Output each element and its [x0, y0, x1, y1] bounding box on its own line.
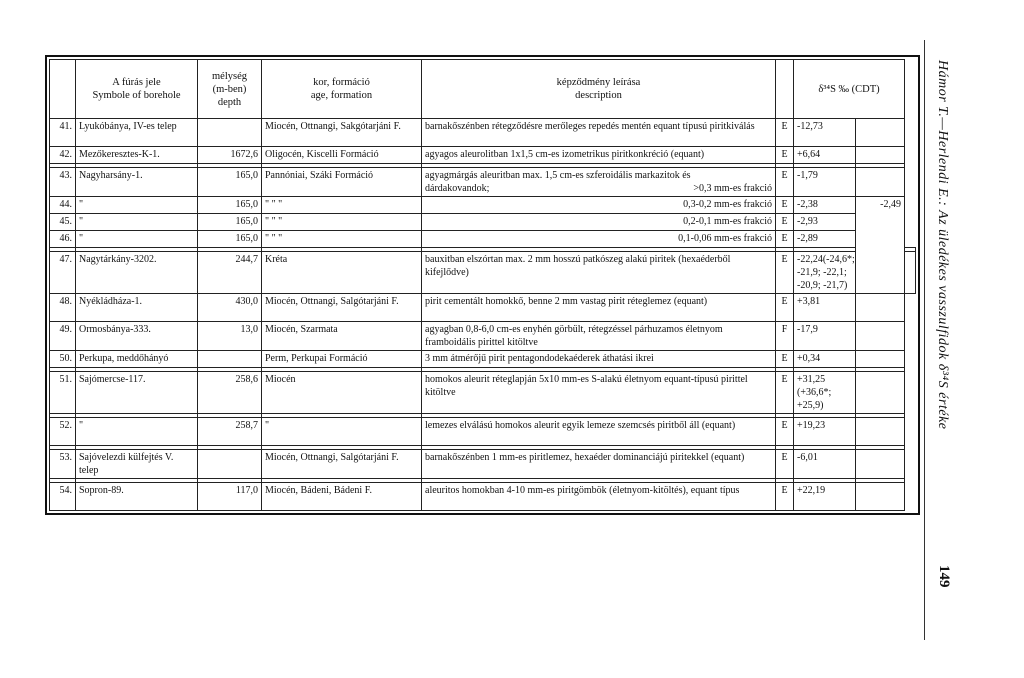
age-formation: Miocén, Ottnangi, Salgótarjáni F.	[262, 450, 422, 479]
sample-type: E	[776, 351, 794, 368]
delta-s-value: -12,73	[794, 119, 856, 147]
row-number: 41.	[50, 119, 76, 147]
table-row	[50, 147, 916, 164]
avg-blank	[856, 147, 905, 164]
row-number: 53.	[50, 450, 76, 479]
description: aleuritos homokban 4-10 mm-es piritgömbök (életnyom-kitöltés), equant típus	[422, 483, 776, 511]
borehole-name: Mezőkeresztes-K-1.	[76, 147, 198, 164]
table-row	[50, 322, 916, 351]
header-delta: δ³⁴S ‰ (CDT)	[794, 60, 905, 119]
header-depth: mélység (m-ben) depth	[198, 60, 262, 119]
header-type	[776, 60, 794, 119]
delta-s-value: +6,64	[794, 147, 856, 164]
delta-s-value: -1,79	[794, 168, 856, 197]
sample-type: F	[776, 322, 794, 351]
sample-type: E	[776, 231, 794, 248]
age-formation: Miocén	[262, 372, 422, 414]
age-formation: " " "	[262, 231, 422, 248]
page-number: 149	[936, 565, 952, 588]
borehole-name: "	[76, 197, 198, 214]
borehole-name: Nagyharsány-1.	[76, 168, 198, 197]
avg-blank	[856, 483, 905, 511]
depth-value: 1672,6	[198, 147, 262, 164]
page-margin-rule	[924, 40, 925, 640]
age-formation: " " "	[262, 214, 422, 231]
age-formation: Pannóniai, Száki Formáció	[262, 168, 422, 197]
header-name: A fúrás jele Symbole of borehole	[76, 60, 198, 119]
avg-blank	[856, 168, 905, 197]
delta-s-value: +22,19	[794, 483, 856, 511]
depth-value: 258,6	[198, 372, 262, 414]
sample-type: E	[776, 372, 794, 414]
sample-type: E	[776, 147, 794, 164]
age-formation: Kréta	[262, 252, 422, 294]
table-row	[50, 418, 916, 446]
delta-s-value: -2,89	[794, 231, 856, 248]
delta-s-value: +19,23	[794, 418, 856, 446]
avg-blank	[856, 418, 905, 446]
delta-s-value: -17,9	[794, 322, 856, 351]
borehole-name: Perkupa, meddőhányó	[76, 351, 198, 368]
row-number: 43.	[50, 168, 76, 197]
age-formation: Miocén, Szarmata	[262, 322, 422, 351]
sample-type: E	[776, 450, 794, 479]
borehole-name: Ormosbánya-333.	[76, 322, 198, 351]
delta-s-value: +31,25 (+36,6*; +25,9)	[794, 372, 856, 414]
borehole-name: "	[76, 418, 198, 446]
table-row	[50, 372, 916, 414]
description-line2-left: dárdakovandok;	[425, 183, 490, 194]
table-row	[50, 294, 916, 322]
delta-s-value: -6,01	[794, 450, 856, 479]
row-number: 50.	[50, 351, 76, 368]
row-number: 54.	[50, 483, 76, 511]
borehole-name: "	[76, 214, 198, 231]
description	[422, 168, 776, 197]
sample-type: E	[776, 294, 794, 322]
data-table-frame	[45, 55, 920, 515]
depth-value	[198, 119, 262, 147]
age-formation: "	[262, 418, 422, 446]
row-number: 42.	[50, 147, 76, 164]
depth-value: 165,0	[198, 168, 262, 197]
avg-blank	[856, 294, 905, 322]
depth-value: 430,0	[198, 294, 262, 322]
table-row	[50, 450, 916, 479]
description: 0,2-0,1 mm-es frakció	[422, 214, 776, 231]
delta-s-value: -2,93	[794, 214, 856, 231]
row-number: 52.	[50, 418, 76, 446]
running-title-text: Hámor T.—Herlendi E.: Az üledékes vasszulfidok δ³⁴S értéke	[935, 60, 950, 430]
group-average: -2,49	[856, 197, 905, 294]
header-age: kor, formáció age, formation	[262, 60, 422, 119]
description-line2-right: >0,3 mm-es frakció	[693, 183, 772, 194]
avg-blank	[856, 450, 905, 479]
depth-value	[198, 450, 262, 479]
avg-blank	[905, 252, 916, 294]
table-row	[50, 351, 916, 368]
borehole-name: Sajóvelezdi külfejtés V. telep	[76, 450, 198, 479]
description-line2	[425, 182, 772, 195]
age-formation: Miocén, Ottnangi, Sakgótarjáni F.	[262, 119, 422, 147]
age-formation: Miocén, Bádeni, Bádeni F.	[262, 483, 422, 511]
borehole-name: Nagytárkány-3202.	[76, 252, 198, 294]
depth-value	[198, 351, 262, 368]
row-number: 45.	[50, 214, 76, 231]
row-number: 46.	[50, 231, 76, 248]
avg-blank	[856, 119, 905, 147]
table-row	[50, 252, 916, 294]
sample-type: E	[776, 252, 794, 294]
table-row	[50, 483, 916, 511]
depth-value: 165,0	[198, 214, 262, 231]
row-number: 48.	[50, 294, 76, 322]
delta-s-value: -2,38	[794, 197, 856, 214]
description: 0,3-0,2 mm-es frakció	[422, 197, 776, 214]
depth-value: 258,7	[198, 418, 262, 446]
sample-type: E	[776, 483, 794, 511]
header-num	[50, 60, 76, 119]
depth-value: 13,0	[198, 322, 262, 351]
description: homokos aleurit réteglapján 5x10 mm-es S-alakú életnyom equant-típusú pirittel kitöltve	[422, 372, 776, 414]
description: 3 mm átmérőjű pirit pentagondodekaéderek áthatási ikrei	[422, 351, 776, 368]
sample-type: E	[776, 418, 794, 446]
delta-s-value: +0,34	[794, 351, 856, 368]
borehole-name: Sopron-89.	[76, 483, 198, 511]
borehole-name: Nyékládháza-1.	[76, 294, 198, 322]
sample-type: E	[776, 168, 794, 197]
table-row	[50, 231, 916, 248]
row-number: 49.	[50, 322, 76, 351]
borehole-name: Sajómercse-117.	[76, 372, 198, 414]
age-formation: Perm, Perkupai Formáció	[262, 351, 422, 368]
sulfur-isotope-table	[49, 59, 916, 511]
sample-type: E	[776, 119, 794, 147]
description: 0,1-0,06 mm-es frakció	[422, 231, 776, 248]
depth-value: 117,0	[198, 483, 262, 511]
description-line1: agyagmárgás aleuritban max. 1,5 cm-es szferoidális markazitok és	[425, 170, 691, 181]
row-number: 44.	[50, 197, 76, 214]
depth-value: 165,0	[198, 197, 262, 214]
running-title	[930, 60, 954, 600]
avg-blank	[856, 322, 905, 351]
description: agyagos aleurolitban 1x1,5 cm-es izometrikus piritkonkréció (equant)	[422, 147, 776, 164]
description: agyagban 0,8-6,0 cm-es enyhén görbült, rétegzéssel párhuzamos életnyom framboidális pirittel kitöltve	[422, 322, 776, 351]
description: barnakőszénben 1 mm-es piritlemez, hexaéder dominanciájú piritekkel (equant)	[422, 450, 776, 479]
row-number: 51.	[50, 372, 76, 414]
avg-blank	[856, 351, 905, 368]
table-row	[50, 119, 916, 147]
row-number: 47.	[50, 252, 76, 294]
header-description: képződmény leírása description	[422, 60, 776, 119]
age-formation: Miocén, Ottnangi, Salgótarjáni F.	[262, 294, 422, 322]
description: pirit cementált homokkő, benne 2 mm vastag pirit réteglemez (equant)	[422, 294, 776, 322]
age-formation: " " "	[262, 197, 422, 214]
age-formation: Oligocén, Kiscelli Formáció	[262, 147, 422, 164]
description: bauxitban elszórtan max. 2 mm hosszú patkószeg alakú piritek (hexaéderből kifejlődve)	[422, 252, 776, 294]
description: lemezes elválású homokos aleurit egyik lemeze szemcsés piritből áll (equant)	[422, 418, 776, 446]
avg-blank	[856, 372, 905, 414]
description: barnakőszénben rétegződésre merőleges repedés mentén equant típusú piritkiválás	[422, 119, 776, 147]
borehole-name: "	[76, 231, 198, 248]
delta-s-value: +3,81	[794, 294, 856, 322]
depth-value: 165,0	[198, 231, 262, 248]
header-row	[50, 60, 916, 119]
table-row	[50, 168, 916, 197]
delta-s-value: -22,24(-24,6*; -21,9; -22,1; -20,9; -21,7)	[794, 252, 856, 294]
sample-type: E	[776, 197, 794, 214]
sample-type: E	[776, 214, 794, 231]
depth-value: 244,7	[198, 252, 262, 294]
table-row	[50, 197, 916, 214]
borehole-name: Lyukóbánya, IV-es telep	[76, 119, 198, 147]
table-row	[50, 214, 916, 231]
